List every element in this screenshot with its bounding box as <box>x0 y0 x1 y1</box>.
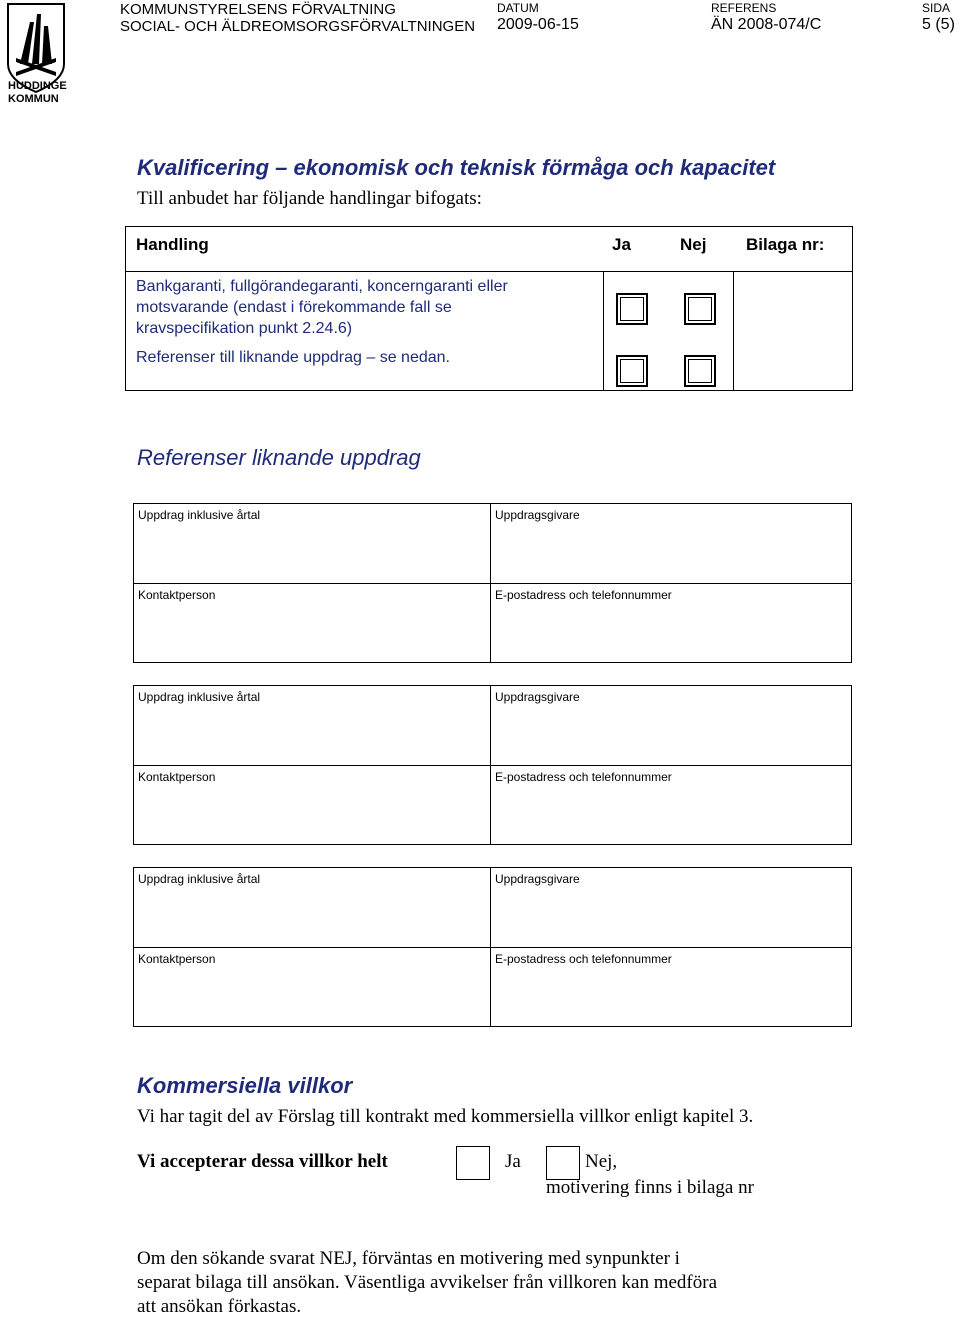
row-bankgaranti-line-2: motsvarande (endast i förekommande fall se <box>136 299 452 316</box>
label-uppdragsgivare: Uppdragsgivare <box>495 690 580 704</box>
label-epost: E-postadress och telefonnummer <box>495 952 672 966</box>
reference-block-1 <box>133 503 852 663</box>
accept-label: Vi accepterar dessa villkor helt <box>137 1151 388 1172</box>
col-nej: Nej <box>680 235 707 254</box>
label-uppdragsgivare: Uppdragsgivare <box>495 508 580 522</box>
label-uppdrag: Uppdrag inklusive årtal <box>138 872 261 886</box>
sida-label: SIDA <box>922 1 951 15</box>
commercial-title: Kommersiella villkor <box>137 1073 353 1098</box>
logo-text-1: HUDDINGE <box>8 80 67 92</box>
label-kontaktperson: Kontaktperson <box>138 588 216 602</box>
qualification-title: Kvalificering – ekonomisk och teknisk förmåga och kapacitet <box>137 155 776 180</box>
reference-block-3 <box>133 867 852 1027</box>
checkbox-bankgaranti-nej[interactable] <box>684 293 716 325</box>
referens-label: REFERENS <box>711 1 777 15</box>
referens-value: ÄN 2008-074/C <box>711 16 822 33</box>
sida-value: 5 (5) <box>922 16 955 33</box>
label-kontaktperson: Kontaktperson <box>138 952 216 966</box>
col-ja: Ja <box>612 235 631 254</box>
ja-label: Ja <box>505 1151 521 1172</box>
note-line-2: separat bilaga till ansökan. Väsentliga avvikelser från villkoren kan medföra <box>137 1272 718 1293</box>
checkbox-bankgaranti-ja[interactable] <box>616 293 648 325</box>
row-bankgaranti-line-1: Bankgaranti, fullgörandegaranti, koncerngaranti eller <box>136 278 508 295</box>
row-bankgaranti-line-3: kravspecifikation punkt 2.24.6) <box>136 320 353 337</box>
datum-value: 2009-06-15 <box>497 16 579 33</box>
commercial-text: Vi har tagit del av Förslag till kontrakt med kommersiella villkor enligt kapitel 3. <box>137 1106 754 1127</box>
label-uppdrag: Uppdrag inklusive årtal <box>138 690 261 704</box>
nej-label: Nej, <box>585 1151 618 1172</box>
col-handling: Handling <box>136 235 209 254</box>
checkbox-referenser-nej[interactable] <box>684 355 716 387</box>
label-epost: E-postadress och telefonnummer <box>495 770 672 784</box>
org-line-1: KOMMUNSTYRELSENS FÖRVALTNING <box>120 1 396 18</box>
row-referenser: Referenser till liknande uppdrag – se nedan. <box>136 349 450 366</box>
checkbox-accept-ja[interactable] <box>456 1146 490 1180</box>
note-line-3: att ansökan förkastas. <box>137 1296 302 1317</box>
row-bankgaranti <box>136 276 508 339</box>
references-title: Referenser liknande uppdrag <box>137 445 421 470</box>
col-bilaga: Bilaga nr: <box>746 235 825 254</box>
label-uppdragsgivare: Uppdragsgivare <box>495 872 580 886</box>
reference-block-2 <box>133 685 852 845</box>
label-kontaktperson: Kontaktperson <box>138 770 216 784</box>
org-line-2: SOCIAL- OCH ÄLDREOMSORGSFÖRVALTNINGEN <box>120 18 476 35</box>
datum-label: DATUM <box>497 1 539 15</box>
checkbox-referenser-ja[interactable] <box>616 355 648 387</box>
label-epost: E-postadress och telefonnummer <box>495 588 672 602</box>
logo-text-2: KOMMUN <box>8 93 59 105</box>
note-line-1: Om den sökande svarat NEJ, förväntas en motivering med synpunkter i <box>137 1248 680 1269</box>
label-uppdrag: Uppdrag inklusive årtal <box>138 508 261 522</box>
qualification-table <box>125 226 853 391</box>
motivering-label: motivering finns i bilaga nr <box>546 1177 754 1198</box>
note-text <box>137 1247 717 1319</box>
huddinge-logo <box>6 2 66 106</box>
checkbox-accept-nej[interactable] <box>546 1146 580 1180</box>
qualification-intro: Till anbudet har följande handlingar bifogats: <box>137 188 482 209</box>
